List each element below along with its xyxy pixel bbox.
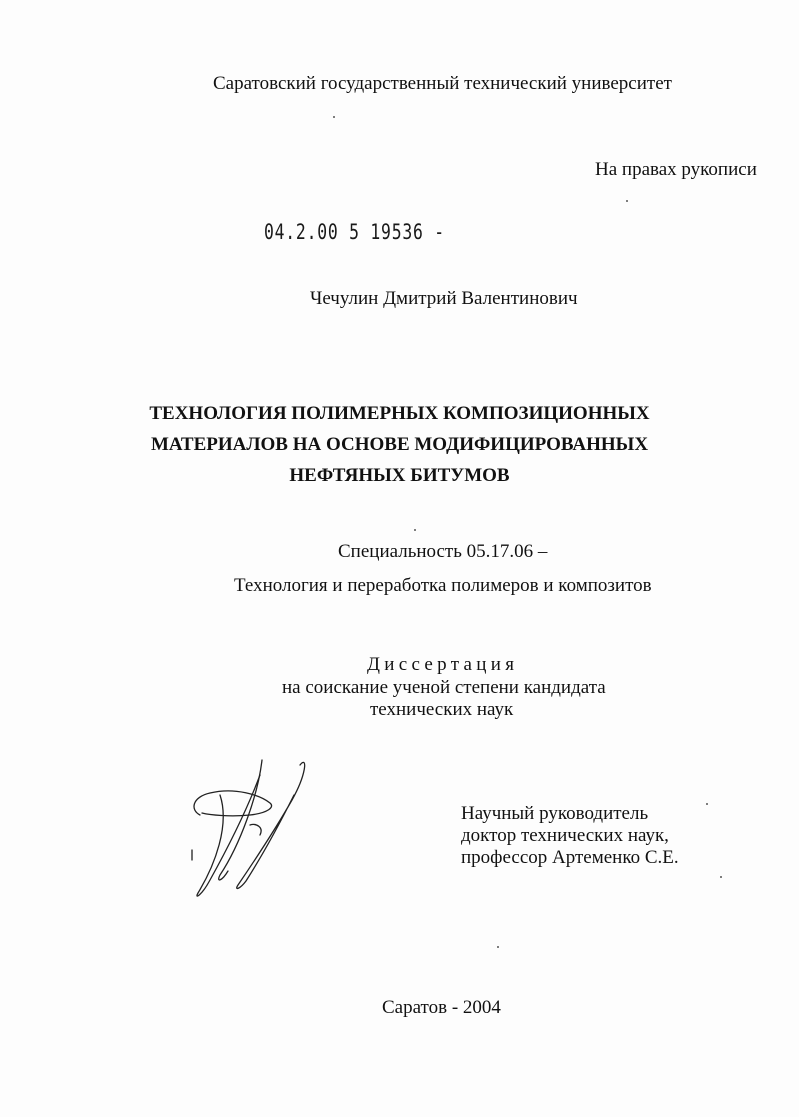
title-line: ТЕХНОЛОГИЯ ПОЛИМЕРНЫХ КОМПОЗИЦИОННЫХ xyxy=(149,403,650,424)
specialty-name: Технология и переработка полимеров и композитов xyxy=(234,575,652,596)
handwritten-signature xyxy=(180,755,320,905)
manuscript-rights-note: На правах рукописи xyxy=(595,159,757,180)
title-line: НЕФТЯНЫХ БИТУМОВ xyxy=(289,465,510,486)
scan-speck xyxy=(626,200,628,202)
author-name: Чечулин Дмитрий Валентинович xyxy=(310,288,578,309)
scan-speck xyxy=(706,803,708,805)
registration-stamp: 04.2.00 5 19536 - xyxy=(264,220,445,244)
scan-speck xyxy=(720,876,722,878)
degree-line: технических наук xyxy=(370,699,514,720)
city-year: Саратов - 2004 xyxy=(382,997,501,1018)
scan-speck xyxy=(497,946,499,948)
dissertation-label: Диссертация xyxy=(367,654,519,675)
degree-line: на соискание ученой степени кандидата xyxy=(282,677,606,698)
scan-speck xyxy=(414,529,416,531)
supervisor-role: Научный руководитель xyxy=(461,803,649,824)
specialty-code: Специальность 05.17.06 – xyxy=(338,541,548,562)
supervisor-name: профессор Артеменко С.Е. xyxy=(461,847,679,868)
title-line: МАТЕРИАЛОВ НА ОСНОВЕ МОДИФИЦИРОВАННЫХ xyxy=(150,434,649,455)
university-name: Саратовский государственный технический университет xyxy=(213,73,672,94)
dissertation-title xyxy=(0,398,799,491)
supervisor-degree: доктор технических наук, xyxy=(461,825,669,846)
scan-speck xyxy=(333,116,335,118)
